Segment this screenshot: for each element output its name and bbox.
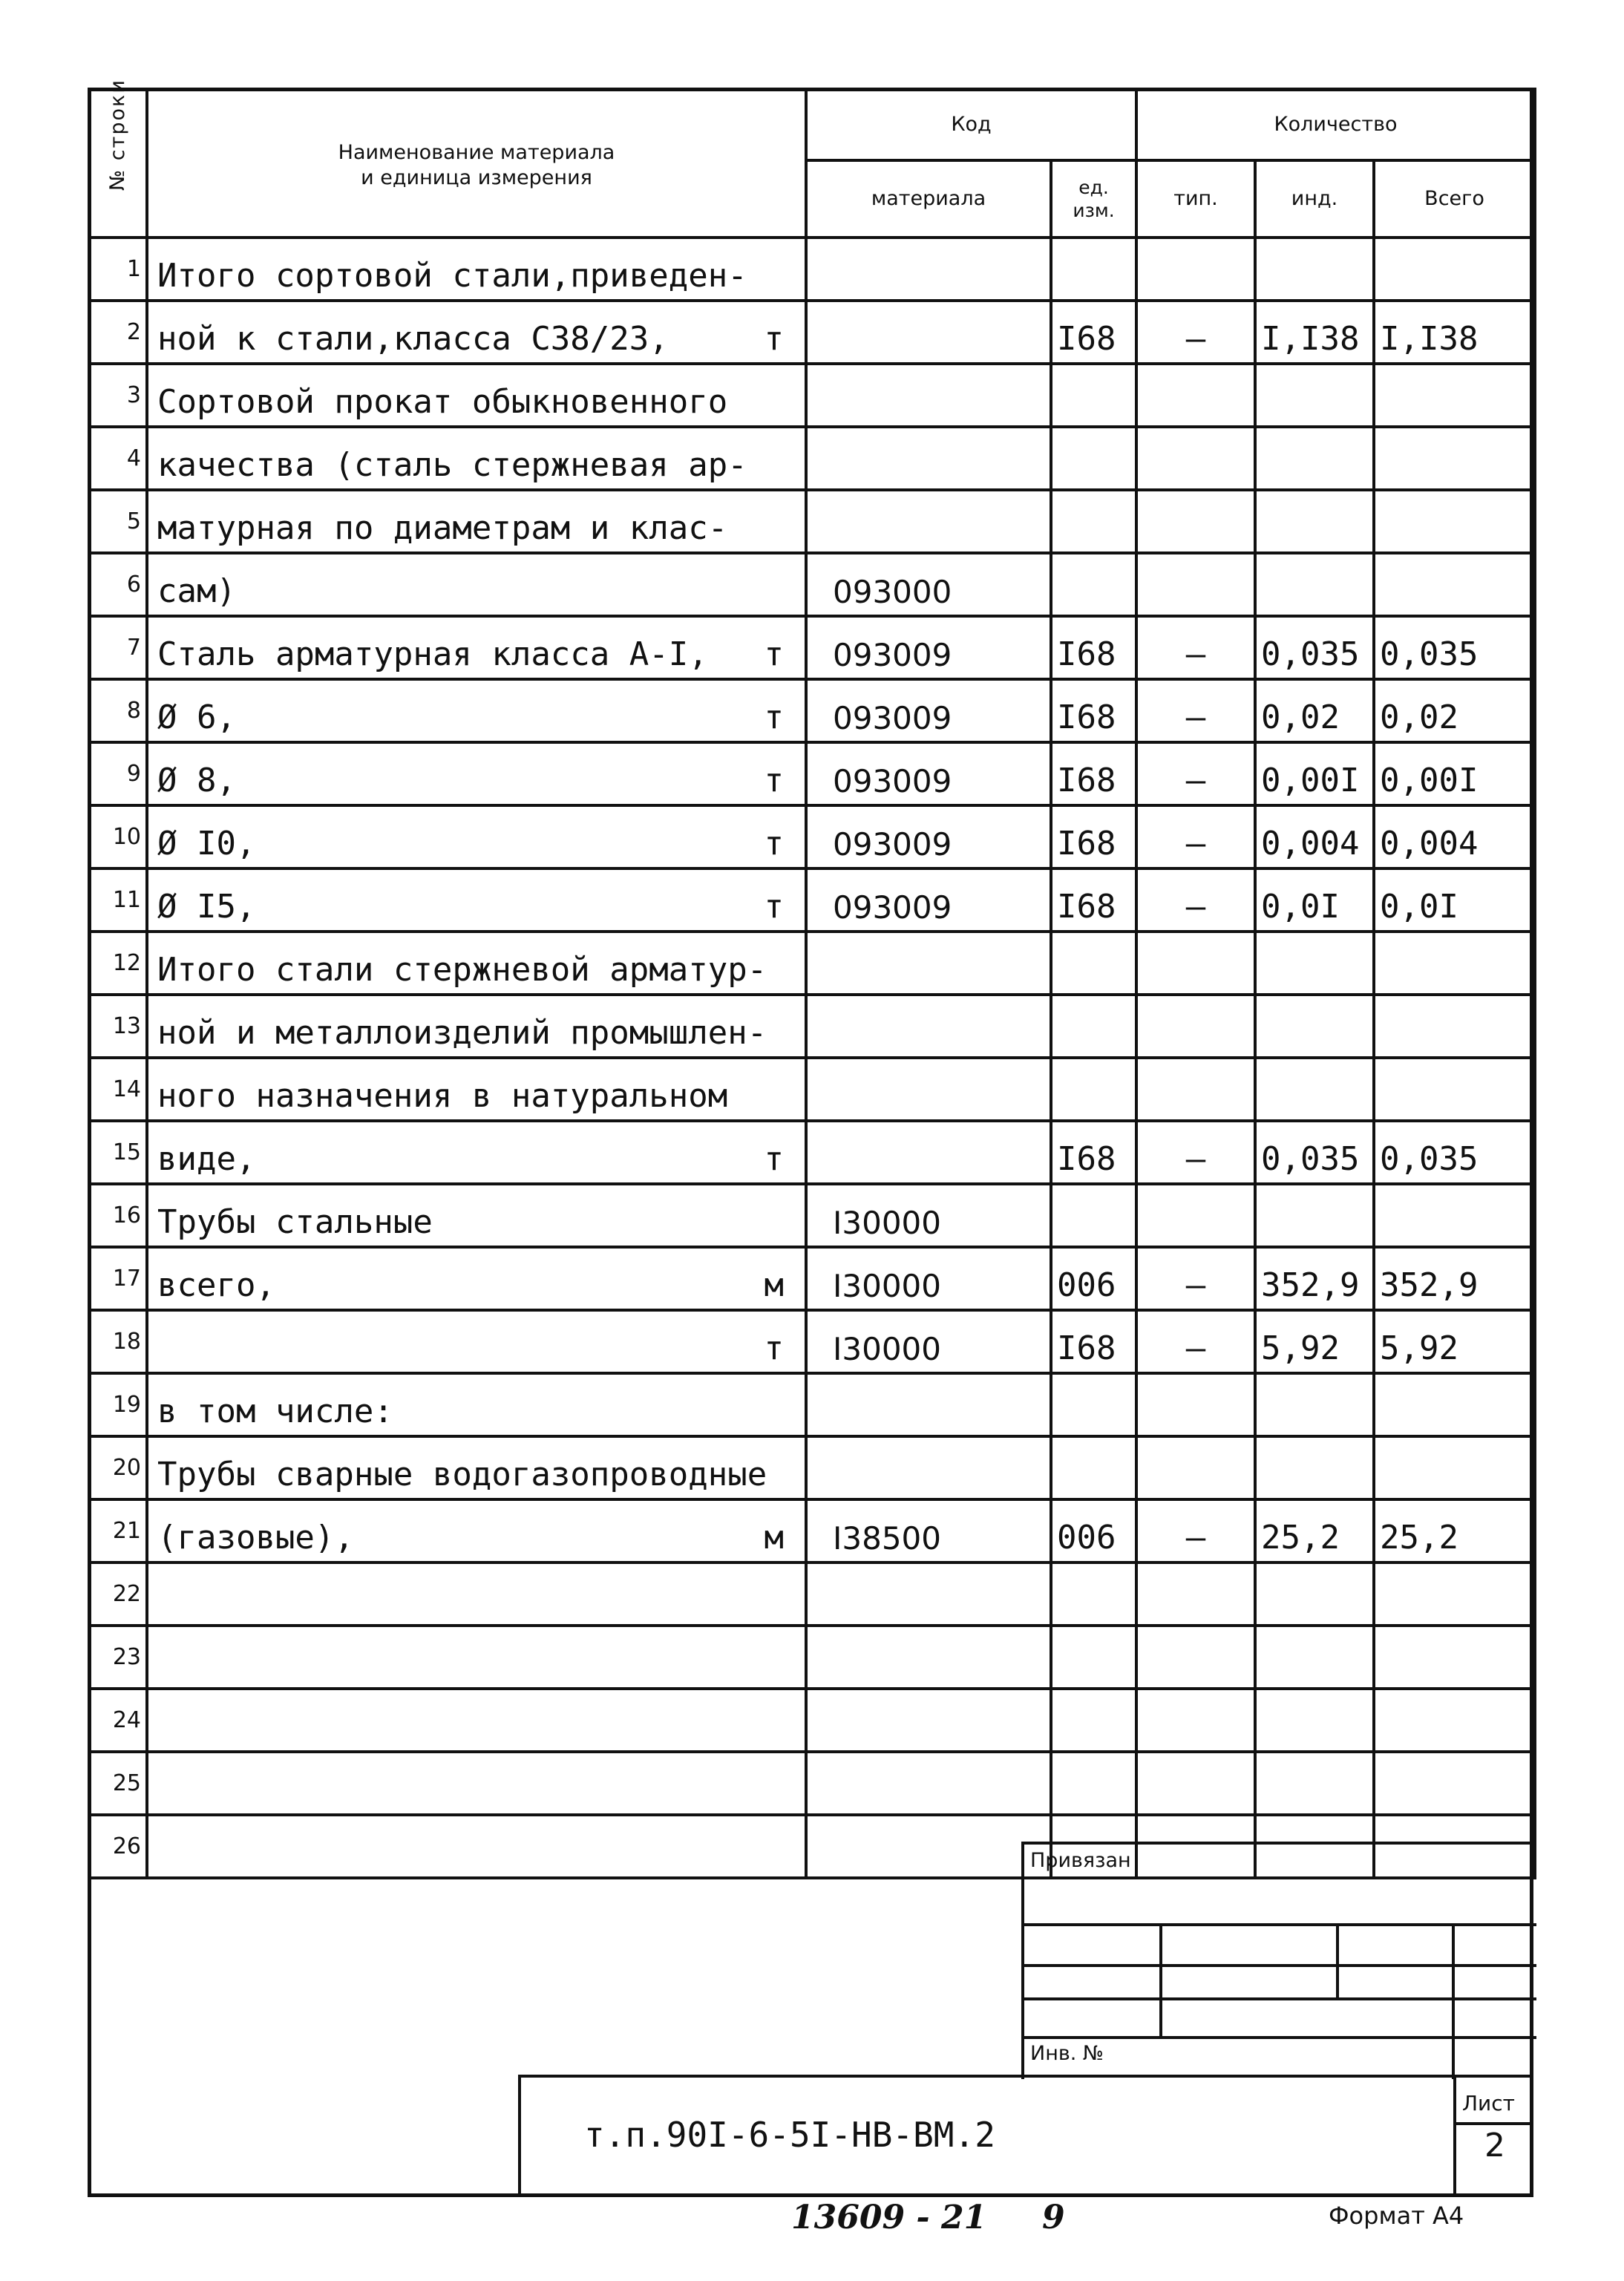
qty-ind [1255, 1184, 1374, 1247]
qty-ind: 0,0I [1255, 868, 1374, 932]
paper-format: Формат А4 [1329, 2202, 1464, 2230]
material-code [806, 932, 1051, 995]
row-number: 20 [89, 1436, 147, 1499]
material-name [147, 301, 806, 364]
unit-code [1051, 1373, 1136, 1436]
material-name [147, 995, 806, 1058]
unit-letter: т [764, 1140, 784, 1178]
unit-letter: т [764, 888, 784, 926]
table-row [89, 1626, 1535, 1689]
unit-code [1051, 238, 1136, 301]
stamp-divider [1452, 1923, 1455, 2079]
stamp-top-line [1024, 1842, 1536, 1845]
unit-letter: т [764, 1329, 784, 1367]
unit-code: I68 [1051, 805, 1136, 868]
qty-typ: – [1136, 301, 1255, 364]
qty-typ [1136, 553, 1255, 616]
qty-typ [1136, 1562, 1255, 1626]
unit-letter: т [764, 762, 784, 799]
material-name [147, 1626, 806, 1689]
header-quantity-group: Количество [1136, 89, 1535, 160]
material-name [147, 1121, 806, 1184]
unit-letter: м [764, 1519, 784, 1557]
qty-ind: 5,92 [1255, 1310, 1374, 1373]
qty-ind [1255, 1058, 1374, 1121]
material-code: 093009 [806, 616, 1051, 679]
unit-letter: т [764, 825, 784, 863]
material-name-text: Ø 6, [157, 698, 236, 736]
qty-total [1374, 1752, 1535, 1815]
qty-typ [1136, 427, 1255, 490]
header-code-group: Код [806, 89, 1136, 160]
qty-ind [1255, 1626, 1374, 1689]
inv-label: Инв. № [1030, 2042, 1104, 2065]
material-name-text: Итого стали стержневой арматур- [157, 951, 767, 989]
archive-code: 13609 - 21 [791, 2199, 987, 2236]
row-number: 2 [89, 301, 147, 364]
qty-ind [1255, 427, 1374, 490]
table-row [89, 1121, 1535, 1184]
stamp-line [1024, 1997, 1536, 2000]
stamp-line [1024, 2036, 1536, 2039]
qty-typ [1136, 364, 1255, 427]
qty-typ: – [1136, 742, 1255, 805]
material-name [147, 1373, 806, 1436]
qty-typ [1136, 238, 1255, 301]
qty-total: 0,00I [1374, 742, 1535, 805]
row-number: 22 [89, 1562, 147, 1626]
row-number: 14 [89, 1058, 147, 1121]
material-name-text: в том числе: [157, 1393, 393, 1430]
material-name [147, 932, 806, 995]
qty-total [1374, 932, 1535, 995]
qty-total [1374, 1436, 1535, 1499]
unit-code: I68 [1051, 868, 1136, 932]
material-name-text: всего, [157, 1266, 275, 1304]
qty-typ: – [1136, 616, 1255, 679]
unit-letter: т [764, 698, 784, 736]
qty-total: I,I38 [1374, 301, 1535, 364]
qty-total [1374, 1562, 1535, 1626]
sheet-number: 2 [1484, 2127, 1505, 2164]
unit-code: I68 [1051, 742, 1136, 805]
sheet-label: Лист [1462, 2091, 1515, 2115]
unit-code: I68 [1051, 301, 1136, 364]
header-row-number: № строки [89, 89, 147, 238]
table-row [89, 1373, 1535, 1436]
table-row [89, 364, 1535, 427]
material-code [806, 1058, 1051, 1121]
unit-code: I68 [1051, 616, 1136, 679]
material-code [806, 1121, 1051, 1184]
table-row [89, 1184, 1535, 1247]
material-name-text: ной к стали,класса С38/23, [157, 320, 669, 358]
table-row [89, 1562, 1535, 1626]
qty-ind [1255, 1689, 1374, 1752]
row-number: 16 [89, 1184, 147, 1247]
material-code: I38500 [806, 1499, 1051, 1562]
qty-total: 25,2 [1374, 1499, 1535, 1562]
table-row [89, 301, 1535, 364]
qty-ind [1255, 995, 1374, 1058]
material-name [147, 1562, 806, 1626]
material-code: 093009 [806, 805, 1051, 868]
sheet-divider [1456, 2122, 1533, 2125]
table-row [89, 1310, 1535, 1373]
material-name [147, 238, 806, 301]
header-material-name: Наименование материала и единица измерения [147, 89, 806, 238]
qty-total [1374, 364, 1535, 427]
material-name [147, 1752, 806, 1815]
header-code-material: материала [806, 160, 1051, 238]
material-name-text: Трубы сварные водогазопроводные [157, 1456, 767, 1493]
qty-total [1374, 1058, 1535, 1121]
material-name-text: Ø I0, [157, 825, 256, 863]
table-row [89, 1499, 1535, 1562]
unit-code [1051, 1752, 1136, 1815]
qty-total [1374, 1626, 1535, 1689]
qty-ind [1255, 238, 1374, 301]
qty-total [1374, 490, 1535, 553]
unit-code: 006 [1051, 1247, 1136, 1310]
qty-ind: 352,9 [1255, 1247, 1374, 1310]
qty-typ [1136, 1058, 1255, 1121]
material-name [147, 1310, 806, 1373]
unit-code: I68 [1051, 679, 1136, 742]
unit-letter: т [764, 320, 784, 358]
table-row [89, 616, 1535, 679]
table-row [89, 1058, 1535, 1121]
unit-code: I68 [1051, 1310, 1136, 1373]
material-code: 093000 [806, 553, 1051, 616]
row-number: 4 [89, 427, 147, 490]
row-number: 21 [89, 1499, 147, 1562]
material-code [806, 1689, 1051, 1752]
row-number: 7 [89, 616, 147, 679]
qty-ind: 0,004 [1255, 805, 1374, 868]
qty-total: 0,02 [1374, 679, 1535, 742]
material-name [147, 616, 806, 679]
unit-letter: м [764, 1266, 784, 1304]
row-number: 15 [89, 1121, 147, 1184]
qty-typ [1136, 490, 1255, 553]
material-name-text: (газовые), [157, 1519, 354, 1557]
unit-code [1051, 427, 1136, 490]
qty-typ: – [1136, 868, 1255, 932]
qty-typ [1136, 1373, 1255, 1436]
qty-typ: – [1136, 1247, 1255, 1310]
qty-ind: 0,035 [1255, 616, 1374, 679]
material-name-text: Ø I5, [157, 888, 256, 926]
qty-typ [1136, 1436, 1255, 1499]
header-qty-ind: инд. [1255, 160, 1374, 238]
table-row [89, 1689, 1535, 1752]
qty-total: 0,0I [1374, 868, 1535, 932]
material-name-text: ной и металлоизделий промышлен- [157, 1014, 767, 1052]
row-number: 25 [89, 1752, 147, 1815]
material-code: 093009 [806, 742, 1051, 805]
qty-typ [1136, 1184, 1255, 1247]
material-code: I30000 [806, 1310, 1051, 1373]
material-name [147, 490, 806, 553]
material-name-text: виде, [157, 1140, 256, 1178]
row-number: 18 [89, 1310, 147, 1373]
material-code [806, 238, 1051, 301]
unit-code [1051, 1562, 1136, 1626]
row-number: 19 [89, 1373, 147, 1436]
qty-total [1374, 1689, 1535, 1752]
unit-code [1051, 1184, 1136, 1247]
qty-ind: 0,00I [1255, 742, 1374, 805]
qty-typ [1136, 1752, 1255, 1815]
material-name-text: Сталь арматурная класса А-I, [157, 635, 708, 673]
material-code [806, 490, 1051, 553]
material-name [147, 868, 806, 932]
unit-code [1051, 1626, 1136, 1689]
qty-total [1374, 427, 1535, 490]
stamp-line [1024, 1923, 1536, 1926]
material-name-text: Сортовой прокат обыкновенного [157, 383, 728, 421]
material-name [147, 1247, 806, 1310]
material-name [147, 679, 806, 742]
material-code [806, 1752, 1051, 1815]
qty-ind [1255, 1562, 1374, 1626]
table-row [89, 427, 1535, 490]
table-row [89, 679, 1535, 742]
qty-typ: – [1136, 805, 1255, 868]
material-name [147, 742, 806, 805]
qty-total: 0,004 [1374, 805, 1535, 868]
header-qty-total: Всего [1374, 160, 1535, 238]
material-code [806, 1626, 1051, 1689]
qty-ind: 25,2 [1255, 1499, 1374, 1562]
table-row [89, 1752, 1535, 1815]
material-name-text: сам) [157, 572, 236, 610]
title-block [518, 2075, 1533, 2197]
row-number: 24 [89, 1689, 147, 1752]
unit-code [1051, 932, 1136, 995]
material-code [806, 1562, 1051, 1626]
material-code [806, 1815, 1051, 1878]
row-number: 9 [89, 742, 147, 805]
row-number: 11 [89, 868, 147, 932]
unit-code [1051, 1058, 1136, 1121]
qty-ind: 0,035 [1255, 1121, 1374, 1184]
qty-typ: – [1136, 1121, 1255, 1184]
row-number: 12 [89, 932, 147, 995]
table-row [89, 490, 1535, 553]
table-row [89, 932, 1535, 995]
material-name [147, 1058, 806, 1121]
material-name-text: матурная по диаметрам и клас- [157, 509, 728, 547]
material-code: I30000 [806, 1184, 1051, 1247]
row-number: 1 [89, 238, 147, 301]
header-qty-typ: тип. [1136, 160, 1255, 238]
material-name [147, 1184, 806, 1247]
row-number: 23 [89, 1626, 147, 1689]
qty-ind [1255, 1436, 1374, 1499]
table-row [89, 995, 1535, 1058]
sheet-box [1453, 2078, 1533, 2197]
unit-code [1051, 995, 1136, 1058]
unit-code [1051, 553, 1136, 616]
row-number: 6 [89, 553, 147, 616]
material-name-text: Трубы стальные [157, 1203, 433, 1241]
qty-total: 5,92 [1374, 1310, 1535, 1373]
qty-ind [1255, 364, 1374, 427]
qty-typ [1136, 932, 1255, 995]
unit-code [1051, 490, 1136, 553]
material-code [806, 427, 1051, 490]
material-name-text: ного назначения в натуральном [157, 1077, 728, 1115]
qty-ind [1255, 932, 1374, 995]
qty-total [1374, 238, 1535, 301]
materials-rows [89, 238, 1535, 1878]
material-name [147, 805, 806, 868]
qty-typ [1136, 995, 1255, 1058]
qty-typ [1136, 1689, 1255, 1752]
qty-total [1374, 1184, 1535, 1247]
table-row [89, 553, 1535, 616]
qty-ind [1255, 1752, 1374, 1815]
header-code-unit: ед. изм. [1051, 160, 1136, 238]
material-name [147, 1436, 806, 1499]
qty-total [1374, 1373, 1535, 1436]
material-code [806, 1373, 1051, 1436]
unit-code [1051, 364, 1136, 427]
qty-ind: I,I38 [1255, 301, 1374, 364]
row-number: 13 [89, 995, 147, 1058]
material-name [147, 1689, 806, 1752]
material-code [806, 995, 1051, 1058]
material-name [147, 1815, 806, 1878]
table-row [89, 805, 1535, 868]
qty-typ [1136, 1626, 1255, 1689]
qty-typ: – [1136, 1499, 1255, 1562]
material-name [147, 1499, 806, 1562]
material-name-text: Итого сортовой стали,приведен- [157, 257, 747, 295]
table-row [89, 742, 1535, 805]
qty-ind [1255, 553, 1374, 616]
row-number: 3 [89, 364, 147, 427]
materials-table [88, 79, 1536, 1879]
qty-total: 0,035 [1374, 616, 1535, 679]
stamp-line [1024, 1964, 1536, 1967]
material-name-text: качества (сталь стержневая ар- [157, 446, 747, 484]
material-code [806, 301, 1051, 364]
qty-ind [1255, 1373, 1374, 1436]
table-row [89, 1247, 1535, 1310]
page-index: 9 [1042, 2199, 1065, 2236]
stamp-divider [1336, 1923, 1339, 1997]
qty-typ: – [1136, 679, 1255, 742]
qty-typ: – [1136, 1310, 1255, 1373]
table-row [89, 1436, 1535, 1499]
row-number: 26 [89, 1815, 147, 1878]
material-code: 093009 [806, 679, 1051, 742]
unit-code: I68 [1051, 1121, 1136, 1184]
qty-ind: 0,02 [1255, 679, 1374, 742]
table-row [89, 238, 1535, 301]
row-number: 17 [89, 1247, 147, 1310]
binding-stamp [1021, 1842, 1533, 2079]
material-name [147, 553, 806, 616]
material-code: I30000 [806, 1247, 1051, 1310]
material-name [147, 427, 806, 490]
stamp-divider [1159, 1923, 1162, 2036]
unit-code [1051, 1689, 1136, 1752]
row-number: 8 [89, 679, 147, 742]
qty-total [1374, 553, 1535, 616]
row-number: 10 [89, 805, 147, 868]
unit-letter: т [764, 635, 784, 673]
material-code: 093009 [806, 868, 1051, 932]
document-code: т.п.90I-6-5I-НВ-ВМ.2 [584, 2115, 995, 2155]
row-number: 5 [89, 490, 147, 553]
unit-code [1051, 1436, 1136, 1499]
qty-total: 352,9 [1374, 1247, 1535, 1310]
qty-ind [1255, 490, 1374, 553]
qty-total: 0,035 [1374, 1121, 1535, 1184]
table-row [89, 868, 1535, 932]
bound-label: Привязан [1030, 1849, 1131, 1872]
material-code [806, 1436, 1051, 1499]
material-code [806, 364, 1051, 427]
material-name-text: Ø 8, [157, 762, 236, 799]
unit-code: 006 [1051, 1499, 1136, 1562]
material-name [147, 364, 806, 427]
qty-total [1374, 995, 1535, 1058]
